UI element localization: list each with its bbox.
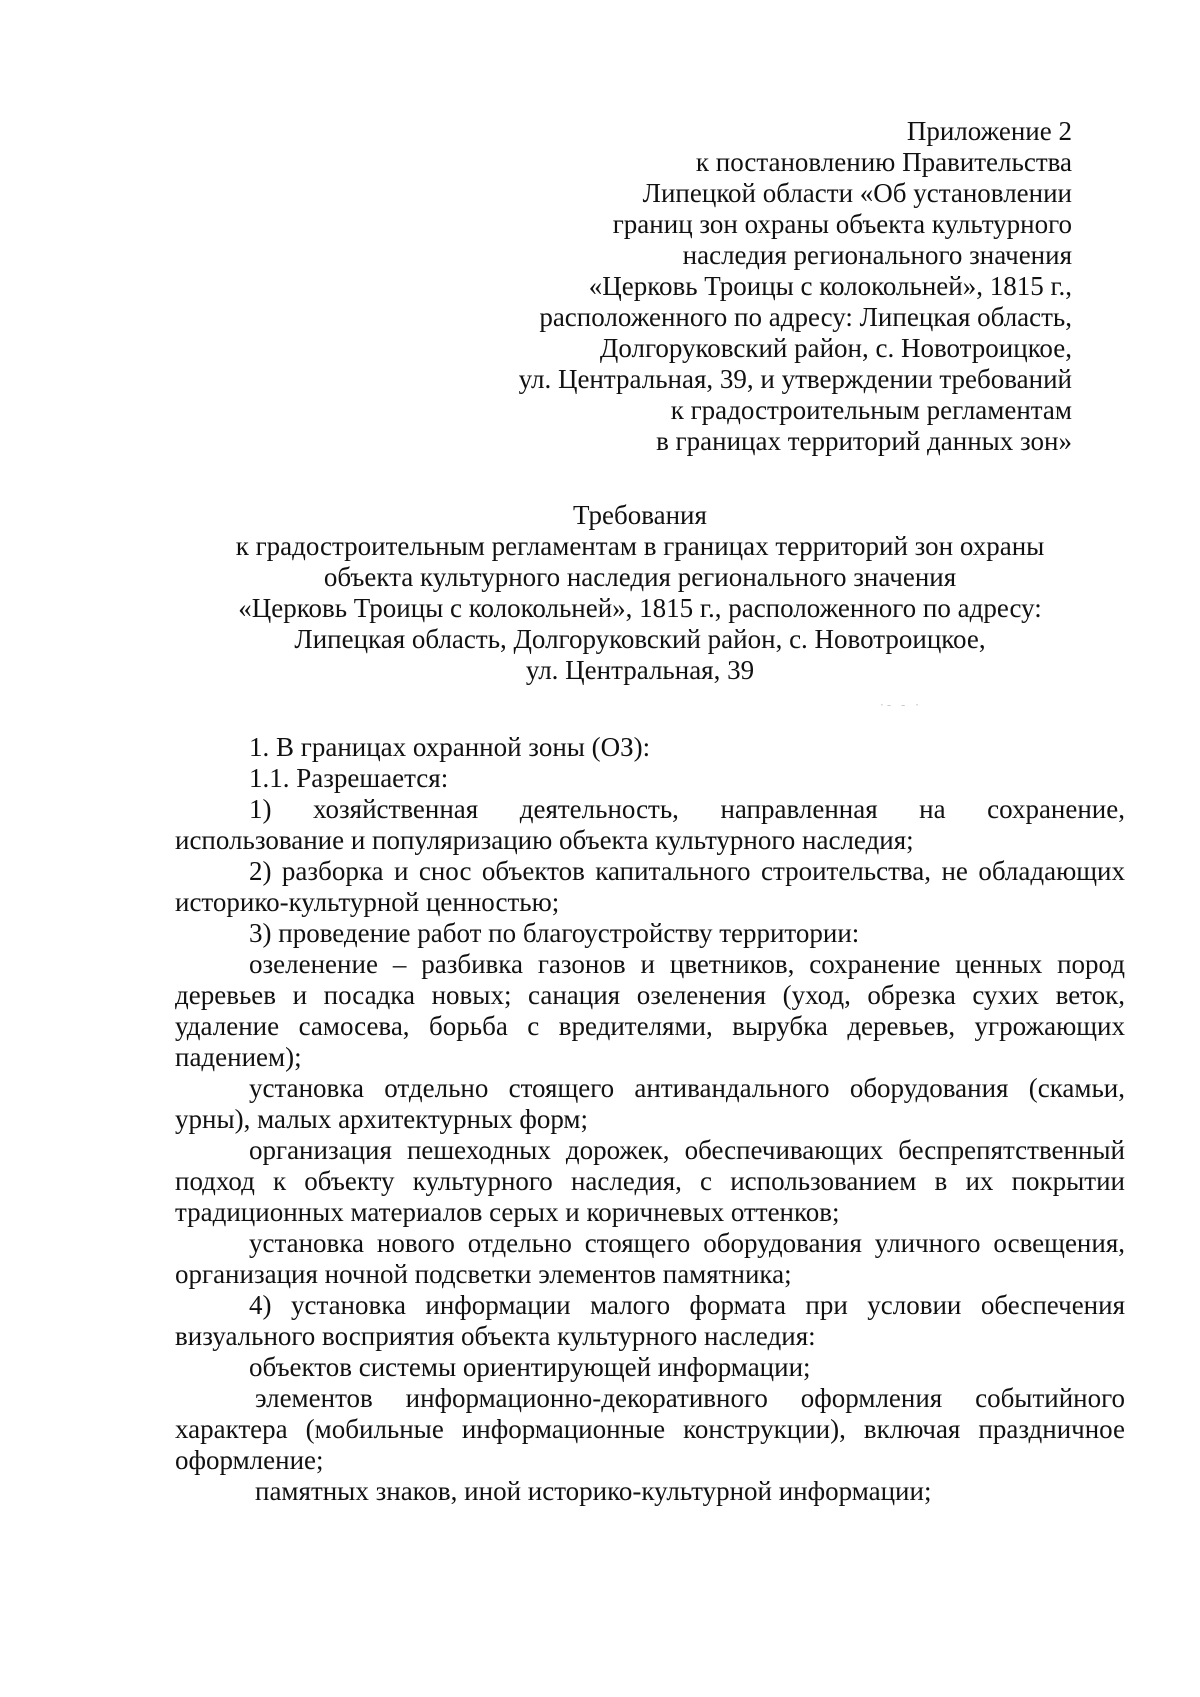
paragraph: озеленение – разбивка газонов и цветников, сохранение ценных пород деревьев и посадка новых; санация озеленения (уход, обрезка сухих веток, удаление самосева, борьба с вредителями, вырубка деревьев, угрожающих падением); bbox=[175, 949, 1125, 1072]
section-heading: 1. В границах охранной зоны (ОЗ): bbox=[249, 732, 651, 762]
title-line: «Церковь Троицы с колокольней», 1815 г., расположенного по адресу: bbox=[238, 593, 1042, 623]
list-item: 4) установка информации малого формата при условии обеспечения визуального восприятия объекта культурного наследия: bbox=[175, 1290, 1125, 1351]
paragraph: элементов информационно-декоративного оформления событийного характера (мобильные информационные конструкции), включая праздничное оформление; bbox=[175, 1383, 1125, 1475]
appendix-line: в границах территорий данных зон» bbox=[656, 426, 1072, 456]
appendix-line: расположенного по адресу: Липецкая область, bbox=[539, 302, 1072, 332]
appendix-line: к градостроительным регламентам bbox=[670, 395, 1072, 425]
title-line: объекта культурного наследия регионального значения bbox=[323, 562, 957, 592]
list-item: 3) проведение работ по благоустройству территории: bbox=[249, 918, 860, 948]
appendix-header bbox=[452, 116, 1072, 457]
document-title bbox=[160, 500, 1120, 686]
list-item: 2) разборка и снос объектов капитального строительства, не обладающих историко-культурной ценностью; bbox=[175, 856, 1125, 917]
paragraph: организация пешеходных дорожек, обеспечивающих беспрепятственный подход к объекту культурного наследия, с использованием в их покрытии традиционных материалов серых и коричневых оттенков; bbox=[175, 1135, 1125, 1227]
title-line: к градостроительным регламентам в границах территорий зон охраны bbox=[235, 531, 1045, 561]
list-item: 1) хозяйственная деятельность, направленная на сохранение, использование и популяризацию объекта культурного наследия; bbox=[175, 794, 1125, 855]
appendix-line: Липецкой области «Об установлении bbox=[642, 178, 1072, 208]
appendix-line: Приложение 2 bbox=[906, 116, 1072, 146]
subsection-heading: 1.1. Разрешается: bbox=[249, 763, 449, 793]
paragraph: объектов системы ориентирующей информации; bbox=[249, 1352, 811, 1382]
paragraph: памятных знаков, иной историко-культурной информации; bbox=[255, 1476, 932, 1506]
scan-artifact: ·- - · bbox=[880, 698, 922, 712]
paragraph: установка отдельно стоящего антивандального оборудования (скамьи, урны), малых архитектурных форм; bbox=[175, 1073, 1125, 1134]
appendix-line: границ зон охраны объекта культурного bbox=[612, 209, 1072, 239]
paragraph: установка нового отдельно стоящего оборудования уличного освещения, организация ночной подсветки элементов памятника; bbox=[175, 1228, 1125, 1289]
title-line: Липецкая область, Долгоруковский район, с. Новотроицкое, bbox=[294, 624, 986, 654]
appendix-line: «Церковь Троицы с колокольней», 1815 г., bbox=[588, 271, 1072, 301]
title-line: ул. Центральная, 39 bbox=[525, 655, 755, 685]
appendix-line: к постановлению Правительства bbox=[695, 147, 1072, 177]
appendix-line: наследия регионального значения bbox=[682, 240, 1072, 270]
appendix-line: Долгоруковский район, с. Новотроицкое, bbox=[599, 333, 1072, 363]
document-body bbox=[175, 732, 1125, 1507]
appendix-line: ул. Центральная, 39, и утверждении требований bbox=[518, 364, 1072, 394]
title-heading: Требования bbox=[573, 500, 707, 530]
